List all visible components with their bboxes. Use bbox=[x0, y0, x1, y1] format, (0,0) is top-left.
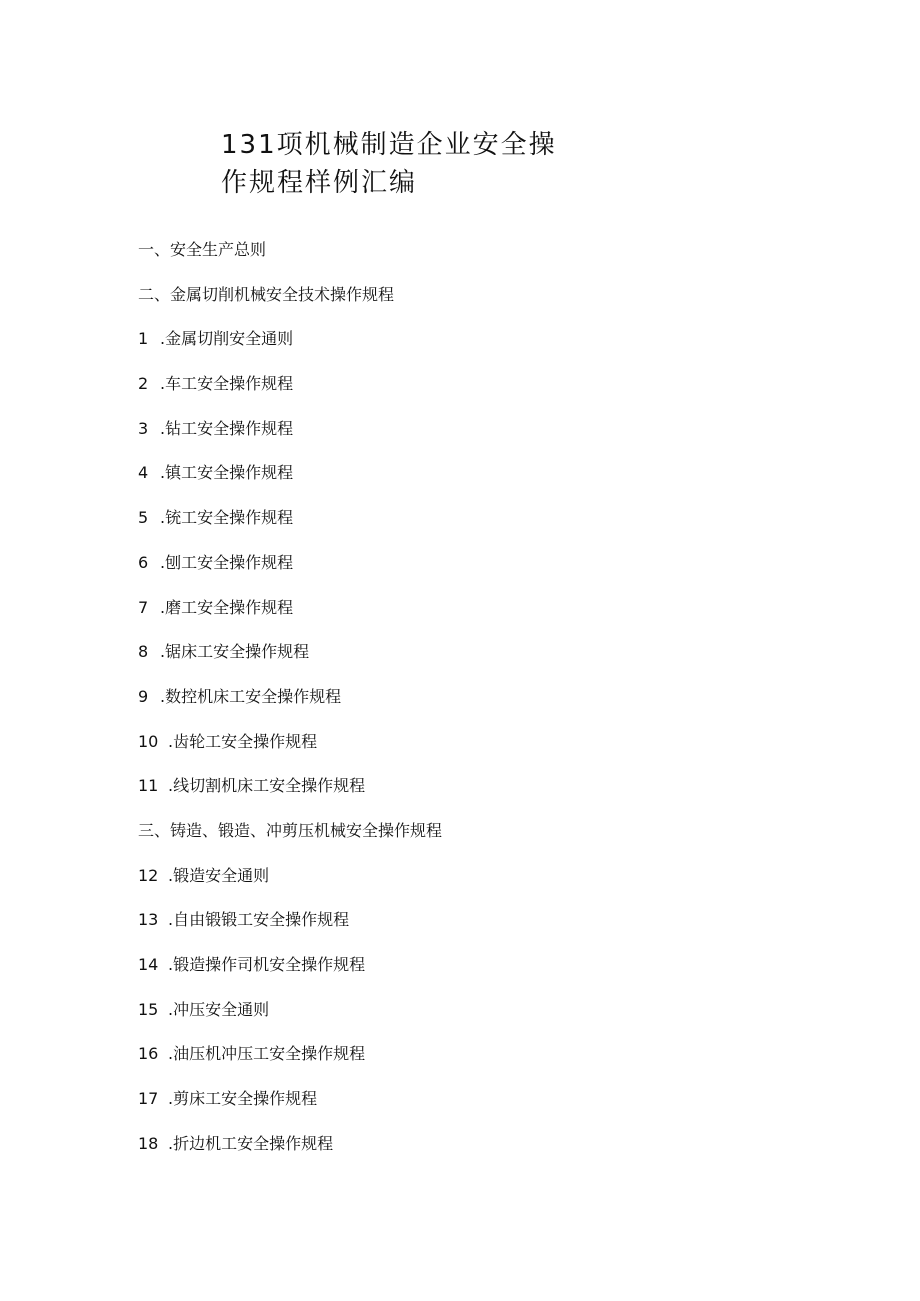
document-title bbox=[221, 126, 581, 202]
toc-item-text: .齿轮工安全操作规程 bbox=[168, 731, 318, 751]
toc-item bbox=[138, 638, 442, 683]
toc-item-text: .刨工安全操作规程 bbox=[160, 552, 294, 572]
toc-item-text: .冲压安全通则 bbox=[168, 999, 270, 1019]
toc-section-heading bbox=[138, 281, 442, 326]
toc-item-text: 一、安全生产总则 bbox=[138, 240, 267, 259]
toc-item-text: .锻造操作司机安全操作规程 bbox=[168, 955, 366, 974]
toc-item-text: 二、金属切削机械安全技术操作规程 bbox=[138, 284, 395, 304]
toc-item bbox=[138, 951, 442, 996]
toc-item-number: 18 bbox=[138, 1133, 159, 1153]
title-line-1: 131项机械制造企业安全操 bbox=[221, 130, 557, 160]
toc-item bbox=[138, 594, 442, 639]
toc-item-number: 14 bbox=[138, 955, 159, 974]
toc-item-text: .折边机工安全操作规程 bbox=[168, 1133, 334, 1153]
toc-item bbox=[138, 728, 442, 773]
toc-item-number: 4 bbox=[138, 463, 149, 483]
toc-item-text: 三、铸造、锻造、冲剪压机械安全操作规程 bbox=[138, 820, 443, 840]
toc-item bbox=[138, 906, 442, 951]
toc-item bbox=[138, 549, 442, 594]
toc-item-number: 3 bbox=[138, 418, 149, 438]
toc-section-heading bbox=[138, 236, 442, 281]
toc-item-text: .镇工安全操作规程 bbox=[160, 463, 294, 483]
toc-item bbox=[138, 459, 442, 504]
toc-item-text: .铳工安全操作规程 bbox=[160, 508, 294, 528]
toc-item-number: 1 bbox=[138, 329, 149, 349]
toc-item bbox=[138, 772, 442, 817]
toc-item-number: 13 bbox=[138, 910, 159, 930]
toc-item-number: 5 bbox=[138, 508, 149, 528]
toc-item-text: .钻工安全操作规程 bbox=[160, 418, 294, 438]
toc-item bbox=[138, 1130, 442, 1175]
toc-item-number: 15 bbox=[138, 999, 159, 1019]
toc-item bbox=[138, 504, 442, 549]
toc-item-number: 7 bbox=[138, 597, 149, 617]
toc-item-number: 6 bbox=[138, 552, 149, 572]
toc-item-text: .数控机床工安全操作规程 bbox=[160, 686, 342, 706]
toc-item bbox=[138, 862, 442, 907]
toc-item-text: .剪床工安全操作规程 bbox=[168, 1089, 318, 1109]
toc-item-text: .车工安全操作规程 bbox=[160, 374, 294, 394]
toc-item-number: 10 bbox=[138, 731, 159, 751]
table-of-contents bbox=[138, 236, 442, 1174]
toc-item-text: .金属切削安全通则 bbox=[160, 329, 294, 349]
toc-item bbox=[138, 325, 442, 370]
toc-item-number: 11 bbox=[138, 776, 159, 796]
toc-item-number: 17 bbox=[138, 1089, 159, 1109]
toc-item bbox=[138, 1040, 442, 1085]
toc-item-number: 8 bbox=[138, 642, 149, 662]
toc-item bbox=[138, 683, 442, 728]
toc-item-text: .自由锻锻工安全操作规程 bbox=[168, 910, 350, 930]
toc-item-text: .线切割机床工安全操作规程 bbox=[168, 776, 366, 796]
toc-section-heading bbox=[138, 817, 442, 862]
toc-item-text: .锻造安全通则 bbox=[168, 865, 270, 885]
toc-item-number: 12 bbox=[138, 865, 159, 885]
toc-item-text: .油压机冲压工安全操作规程 bbox=[168, 1044, 366, 1064]
toc-item bbox=[138, 996, 442, 1041]
title-line-2: 作规程样例汇编 bbox=[221, 168, 418, 198]
toc-item-number: 2 bbox=[138, 374, 149, 394]
toc-item-number: 9 bbox=[138, 686, 149, 706]
toc-item-number: 16 bbox=[138, 1044, 159, 1064]
toc-item-text: .磨工安全操作规程 bbox=[160, 597, 294, 617]
toc-item bbox=[138, 1085, 442, 1130]
toc-item bbox=[138, 370, 442, 415]
toc-item-text: .锯床工安全操作规程 bbox=[160, 642, 310, 662]
toc-item bbox=[138, 415, 442, 460]
